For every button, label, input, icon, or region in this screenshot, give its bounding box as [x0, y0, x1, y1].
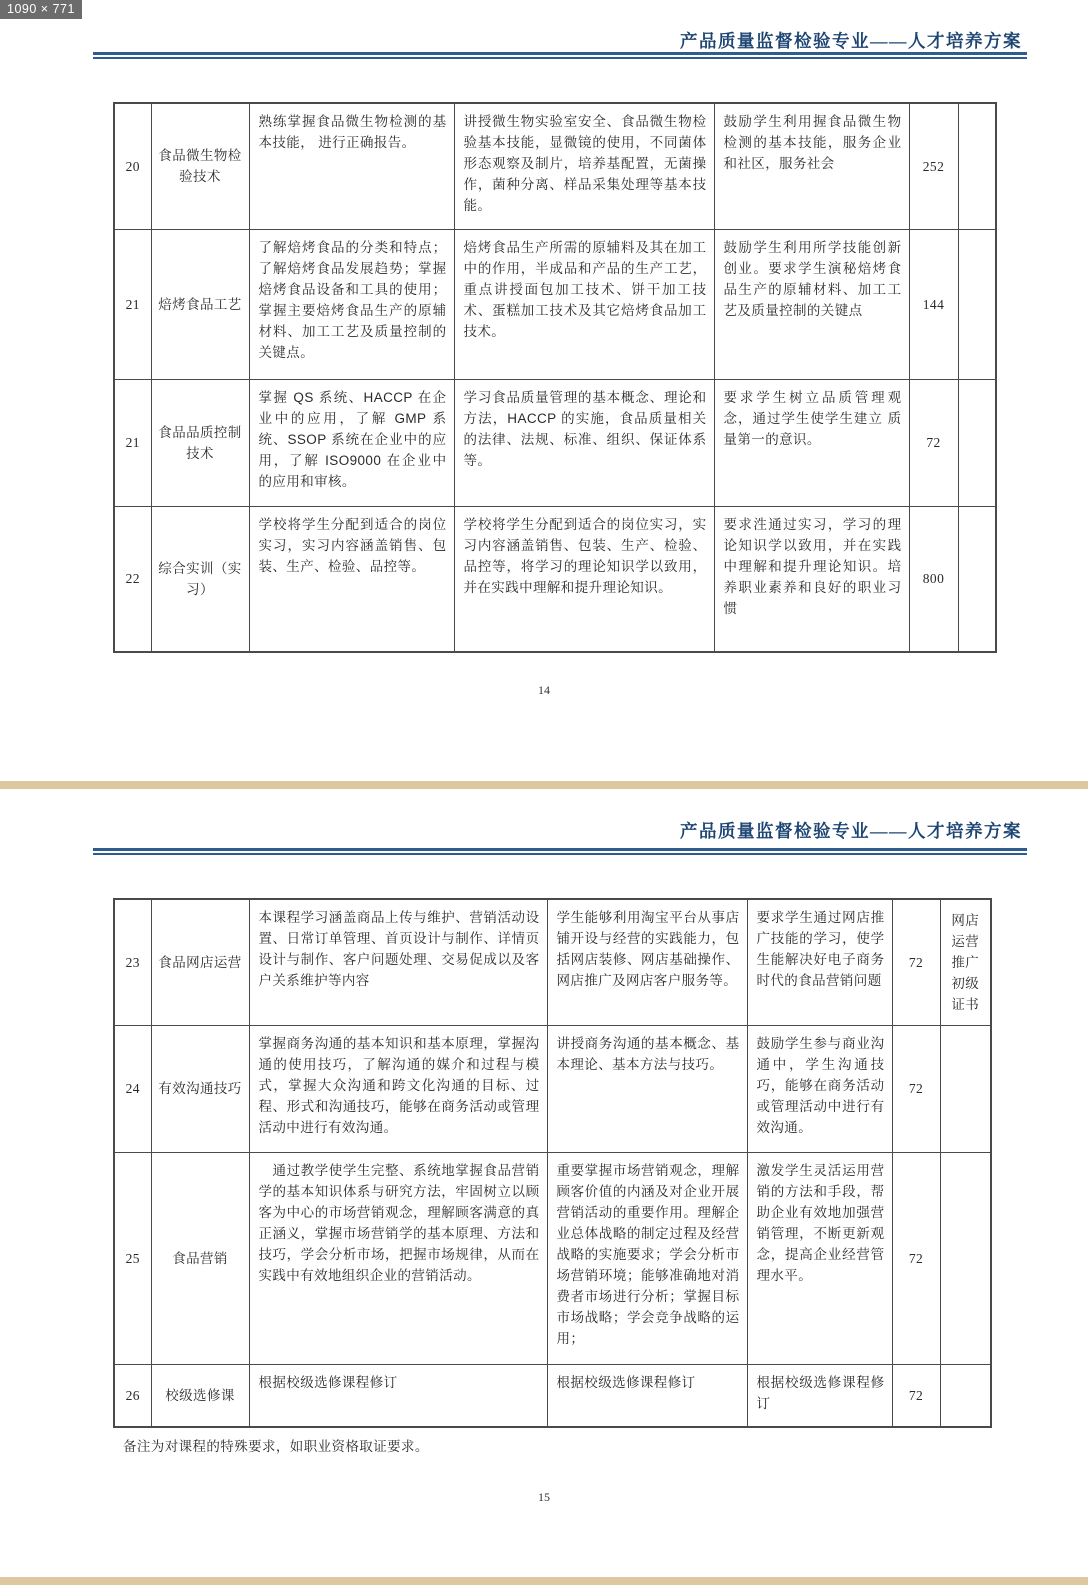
page2-page-number: 15 — [538, 1490, 550, 1504]
course-name-cell: 综合实训（实习） — [151, 506, 249, 652]
course-name-cell: 有效沟通技巧 — [151, 1025, 249, 1152]
course-number-cell: 25 — [114, 1152, 151, 1364]
course-hours-cell: 72 — [909, 379, 958, 506]
course-objective-cell: 学校将学生分配到适合的岗位实习，实习内容涵盖销售、包装、生产、检验、品控等。 — [249, 506, 454, 652]
course-row — [114, 1152, 991, 1364]
course-number-cell: 22 — [114, 506, 151, 652]
course-requirement-cell: 要求学生树立品质管理观念，通过学生使学生建立 质量第一的意识。 — [714, 379, 909, 506]
image-dimensions-badge: 1090 × 771 — [0, 0, 82, 19]
course-cert-cell — [958, 379, 996, 506]
course-hours-cell: 252 — [909, 103, 958, 229]
course-objective-cell: 掌握 QS 系统、HACCP 在企业中的应用，了解 GMP 系统、SSOP 系统在企业中的应用，了解 ISO9000 在企业中的应用和审核。 — [249, 379, 454, 506]
course-objective-cell: 通过教学使学生完整、系统地掌握食品营销学的基本知识体系与研究方法，牢固树立以顾客为中心的市场营销观念，理解顾客满意的真正涵义，掌握市场营销学的基本原理、方法和技巧，学会分析市场，把握市场规律，从而在实践中有效地组织企业的营销活动。 — [249, 1152, 547, 1364]
course-hours-cell: 72 — [892, 899, 940, 1025]
course-hours-cell: 800 — [909, 506, 958, 652]
course-table-page1 — [113, 102, 997, 653]
course-hours-cell: 72 — [892, 1152, 940, 1364]
course-requirement-cell: 鼓励学生利用握食品微生物检测的基本技能，服务企业和社区，服务社会 — [714, 103, 909, 229]
page1-header-title: 产品质量监督检验专业——人才培养方案 — [680, 31, 1022, 51]
course-row — [114, 1364, 991, 1427]
course-cert-cell — [958, 103, 996, 229]
course-cert-cell: 网店运营推广初级证书 — [940, 899, 991, 1025]
course-name-cell: 校级选修课 — [151, 1364, 249, 1427]
course-requirement-cell: 根据校级选修课程修订 — [747, 1364, 892, 1427]
course-name-cell: 食品网店运营 — [151, 899, 249, 1025]
course-number-cell: 20 — [114, 103, 151, 229]
course-cert-cell — [940, 1025, 991, 1152]
page1-page-number: 14 — [538, 683, 550, 697]
course-cert-cell — [940, 1364, 991, 1427]
course-requirement-cell: 鼓励学生利用所学技能创新创业。要求学生演秘焙烤食品生产的原辅材料、加工工艺及质量控制的关键点 — [714, 229, 909, 379]
table-note: 备注为对课程的特殊要求，如职业资格取证要求。 — [123, 1439, 429, 1454]
course-requirement-cell: 激发学生灵活运用营销的方法和手段，帮助企业有效地加强营销管理，不断更新观念，提高企业经营管理水平。 — [747, 1152, 892, 1364]
page2-header-double-rule — [93, 848, 1027, 855]
course-number-cell: 21 — [114, 229, 151, 379]
course-row — [114, 506, 996, 652]
course-number-cell: 23 — [114, 899, 151, 1025]
course-requirement-cell: 鼓励学生参与商业沟通中，学生沟通技巧，能够在商务活动或管理活动中进行有效沟通。 — [747, 1025, 892, 1152]
course-cert-cell — [958, 506, 996, 652]
course-content-cell: 讲授商务沟通的基本概念、基本理论、基本方法与技巧。 — [547, 1025, 747, 1152]
course-content-cell: 焙烤食品生产所需的原辅料及其在加工中的作用，半成品和产品的生产工艺，重点讲授面包加工技术、饼干加工技术、蛋糕加工技术及其它焙烤食品加工技术。 — [454, 229, 714, 379]
course-table-page2 — [113, 898, 992, 1428]
course-objective-cell: 根据校级选修课程修订 — [249, 1364, 547, 1427]
course-objective-cell: 了解焙烤食品的分类和特点； 了解焙烤食品发展趋势；掌握焙烤食品设备和工具的使用；掌握主要焙烤食品生产的原辅材料、加工工艺及质量控制的关键点。 — [249, 229, 454, 379]
course-name-cell: 食品营销 — [151, 1152, 249, 1364]
course-cert-cell — [940, 1152, 991, 1364]
course-hours-cell: 72 — [892, 1364, 940, 1427]
course-content-cell: 重要掌握市场营销观念，理解顾客价值的内涵及对企业开展营销活动的重要作用。理解企业总体战略的制定过程及经营战略的实施要求；学会分析市场营销环境；能够准确地对消费者市场进行分析；掌握目标市场战略；学会竞争战略的运用； — [547, 1152, 747, 1364]
course-content-cell: 学生能够利用淘宝平台从事店铺开设与经营的实践能力，包括网店装修、网店基础操作、网店推广及网店客户服务等。 — [547, 899, 747, 1025]
bottom-separator-band — [0, 1577, 1088, 1585]
course-row — [114, 229, 996, 379]
course-objective-cell: 掌握商务沟通的基本知识和基本原理，掌握沟通的使用技巧，了解沟通的媒介和过程与模式，掌握大众沟通和跨文化沟通的目标、过程、形式和沟通技巧，能够在商务活动或管理活动中进行有效沟通。 — [249, 1025, 547, 1152]
course-requirement-cell: 要求学生通过网店推广技能的学习，使学生能解决好电子商务时代的食品营销问题 — [747, 899, 892, 1025]
course-objective-cell: 熟练掌握食品微生物检测的基本技能， 进行正确报告。 — [249, 103, 454, 229]
page2-header-title: 产品质量监督检验专业——人才培养方案 — [680, 821, 1022, 841]
course-number-cell: 21 — [114, 379, 151, 506]
course-number-cell: 24 — [114, 1025, 151, 1152]
course-number-cell: 26 — [114, 1364, 151, 1427]
course-hours-cell: 72 — [892, 1025, 940, 1152]
course-content-cell: 根据校级选修课程修订 — [547, 1364, 747, 1427]
course-row — [114, 379, 996, 506]
course-name-cell: 焙烤食品工艺 — [151, 229, 249, 379]
course-row — [114, 103, 996, 229]
course-hours-cell: 144 — [909, 229, 958, 379]
course-name-cell: 食品品质控制技术 — [151, 379, 249, 506]
course-cert-cell — [958, 229, 996, 379]
course-content-cell: 学习食品质量管理的基本概念、理论和方法，HACCP 的实施，食品质量相关的法律、法规、标准、组织、保证体系等。 — [454, 379, 714, 506]
course-content-cell: 学校将学生分配到适合的岗位实习，实习内容涵盖销售、包装、生产、检验、品控等，将学习的理论知识学以致用，并在实践中理解和提升理论知识。 — [454, 506, 714, 652]
page-separator-band — [0, 781, 1088, 789]
page1-header-double-rule — [93, 52, 1027, 59]
course-requirement-cell: 要求泩通过实习，学习的理论知识学以致用，并在实践中理解和提升理论知识。培养职业素养和良好的职业习惯 — [714, 506, 909, 652]
course-objective-cell: 本课程学习涵盖商品上传与维护、营销活动设置、日常订单管理、首页设计与制作、详情页设计与制作、客户问题处理、交易促成以及客户关系维护等内容 — [249, 899, 547, 1025]
course-row — [114, 1025, 991, 1152]
course-row — [114, 899, 991, 1025]
course-name-cell: 食品微生物检验技术 — [151, 103, 249, 229]
course-content-cell: 讲授微生物实验室安全、食品微生物检验基本技能，显微镜的使用，不同菌体形态观察及制片，培养基配置，无菌操作，菌种分离、样品采集处理等基本技能。 — [454, 103, 714, 229]
